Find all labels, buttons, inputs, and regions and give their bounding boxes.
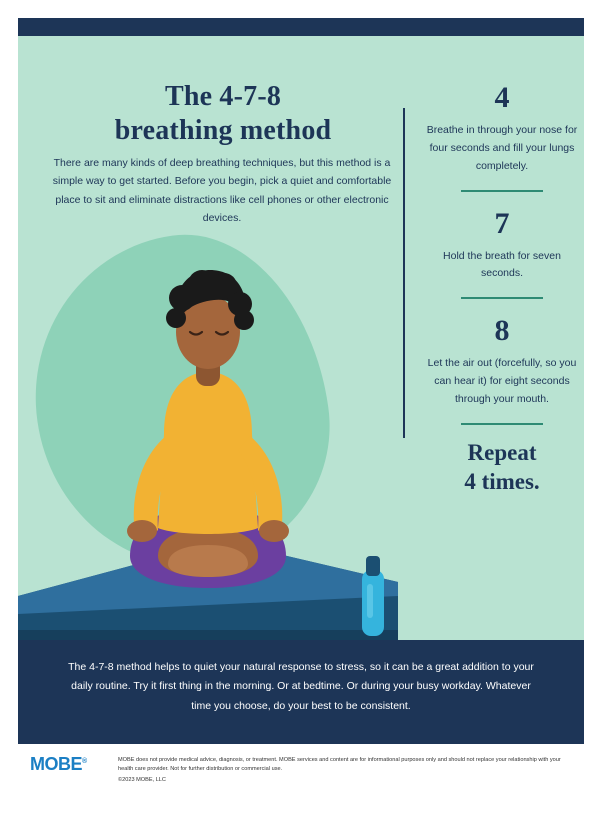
vertical-divider [403,108,405,438]
main-panel [18,36,584,640]
step-item [416,80,584,176]
step-number: 8 [494,314,510,348]
step-divider-rule [461,190,543,192]
legal-disclaimer-text: MOBE does not provide medical advice, diagnosis, or treatment. MOBE services and content are for informational purposes only and should not replace your relationship with your health care provider. Not for further distribution or commercial use. [118,757,561,772]
poster-title [58,80,388,148]
registered-trademark-icon: ® [82,758,87,765]
repeat-line-2: 4 times. [464,468,540,494]
steps-column [416,80,584,496]
step-description: Hold the breath for seven seconds. [443,249,561,280]
footer-paragraph: The 4-7-8 method helps to quiet your natural response to stress, so it can be a great addition to your daily routine. Try it first thing in the morning. Or at bedtime. Or during your busy workday. Whatever time you choose, do your best to be consistent. [68,661,534,712]
mobe-logo [30,754,87,775]
step-divider-rule [461,297,543,299]
step-description: Let the air out (forcefully, so you can hear it) for eight seconds through your mouth. [427,357,577,405]
repeat-callout [416,439,584,497]
copyright-text: ©2023 MOBE, LLC [118,776,166,783]
title-line-2: breathing method [114,115,332,147]
legal-area [18,744,584,796]
intro-paragraph: There are many kinds of deep breathing techniques, but this method is a simple way to get started. Before you begin, pick a quiet and comfortable place to sit and eliminate distractions like cell phones or other electronic devices. [52,157,392,225]
title-line-1: The 4-7-8 [164,81,282,112]
step-description: Breathe in through your nose for four seconds and fill your lungs completely. [426,124,578,172]
legal-disclaimer [118,756,568,785]
footer-band [18,640,584,744]
step-number: 7 [494,206,510,240]
top-accent-band [18,18,584,36]
step-item [416,313,584,409]
step-divider-rule [461,423,543,425]
step-number: 4 [494,81,510,114]
logo-wordmark: MOBE [30,754,82,774]
step-item [416,206,584,284]
repeat-line-1: Repeat [467,439,537,465]
